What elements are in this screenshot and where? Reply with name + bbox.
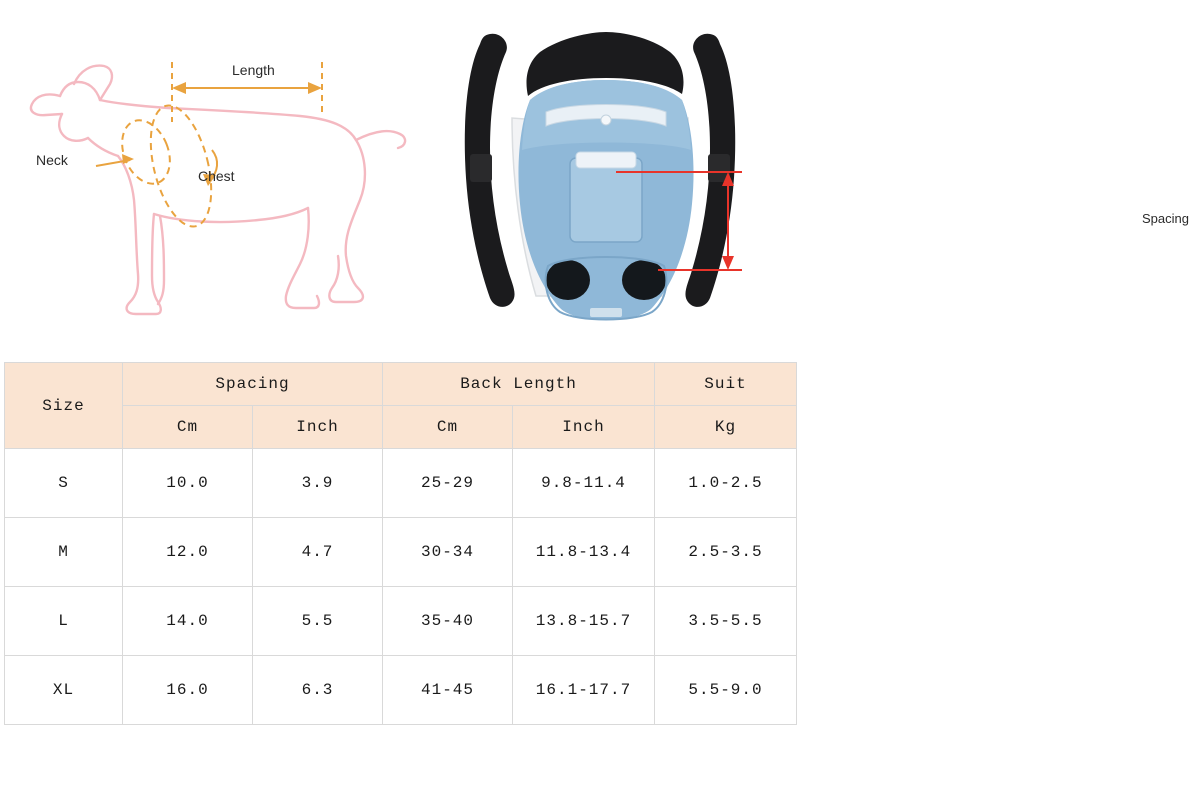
cell-back-cm: 41-45 [383,656,513,725]
cell-back-inch: 13.8-15.7 [513,587,655,656]
cell-spacing-cm: 14.0 [123,587,253,656]
header-spacing: Spacing [123,363,383,406]
cell-suit-kg: 1.0-2.5 [655,449,797,518]
header-suit: Suit [655,363,797,406]
cell-spacing-cm: 16.0 [123,656,253,725]
cell-size: L [5,587,123,656]
cell-suit-kg: 5.5-9.0 [655,656,797,725]
cell-suit-kg: 2.5-3.5 [655,518,797,587]
cell-spacing-cm: 10.0 [123,449,253,518]
cell-spacing-inch: 3.9 [253,449,383,518]
header-back-length: Back Length [383,363,655,406]
cell-back-cm: 35-40 [383,587,513,656]
label-length: Length [232,62,275,78]
header-back-inch: Inch [513,406,655,449]
cell-back-cm: 25-29 [383,449,513,518]
illustration-area [0,0,1189,352]
cell-spacing-cm: 12.0 [123,518,253,587]
cell-spacing-inch: 6.3 [253,656,383,725]
header-spacing-cm: Cm [123,406,253,449]
cell-back-inch: 9.8-11.4 [513,449,655,518]
dog-measurement-diagram [0,0,420,352]
label-chest: Chest [198,168,235,184]
cell-spacing-inch: 5.5 [253,587,383,656]
header-suit-kg: Kg [655,406,797,449]
label-neck: Neck [36,152,68,168]
cell-size: XL [5,656,123,725]
cell-spacing-inch: 4.7 [253,518,383,587]
cell-back-inch: 11.8-13.4 [513,518,655,587]
pet-carrier-illustration [420,8,790,344]
header-back-cm: Cm [383,406,513,449]
cell-back-cm: 30-34 [383,518,513,587]
table-header-row-sub [5,406,797,449]
cell-size: M [5,518,123,587]
cell-back-inch: 16.1-17.7 [513,656,655,725]
header-spacing-inch: Inch [253,406,383,449]
table-row [5,587,797,656]
product-photo [420,8,1189,344]
table-header-row-top [5,363,797,406]
cell-size: S [5,449,123,518]
size-table [4,362,797,725]
table-row [5,656,797,725]
table-row [5,449,797,518]
table-row [5,518,797,587]
cell-suit-kg: 3.5-5.5 [655,587,797,656]
label-spacing: Spacing [1142,211,1189,226]
header-size: Size [5,363,123,449]
size-table-container [4,362,796,725]
